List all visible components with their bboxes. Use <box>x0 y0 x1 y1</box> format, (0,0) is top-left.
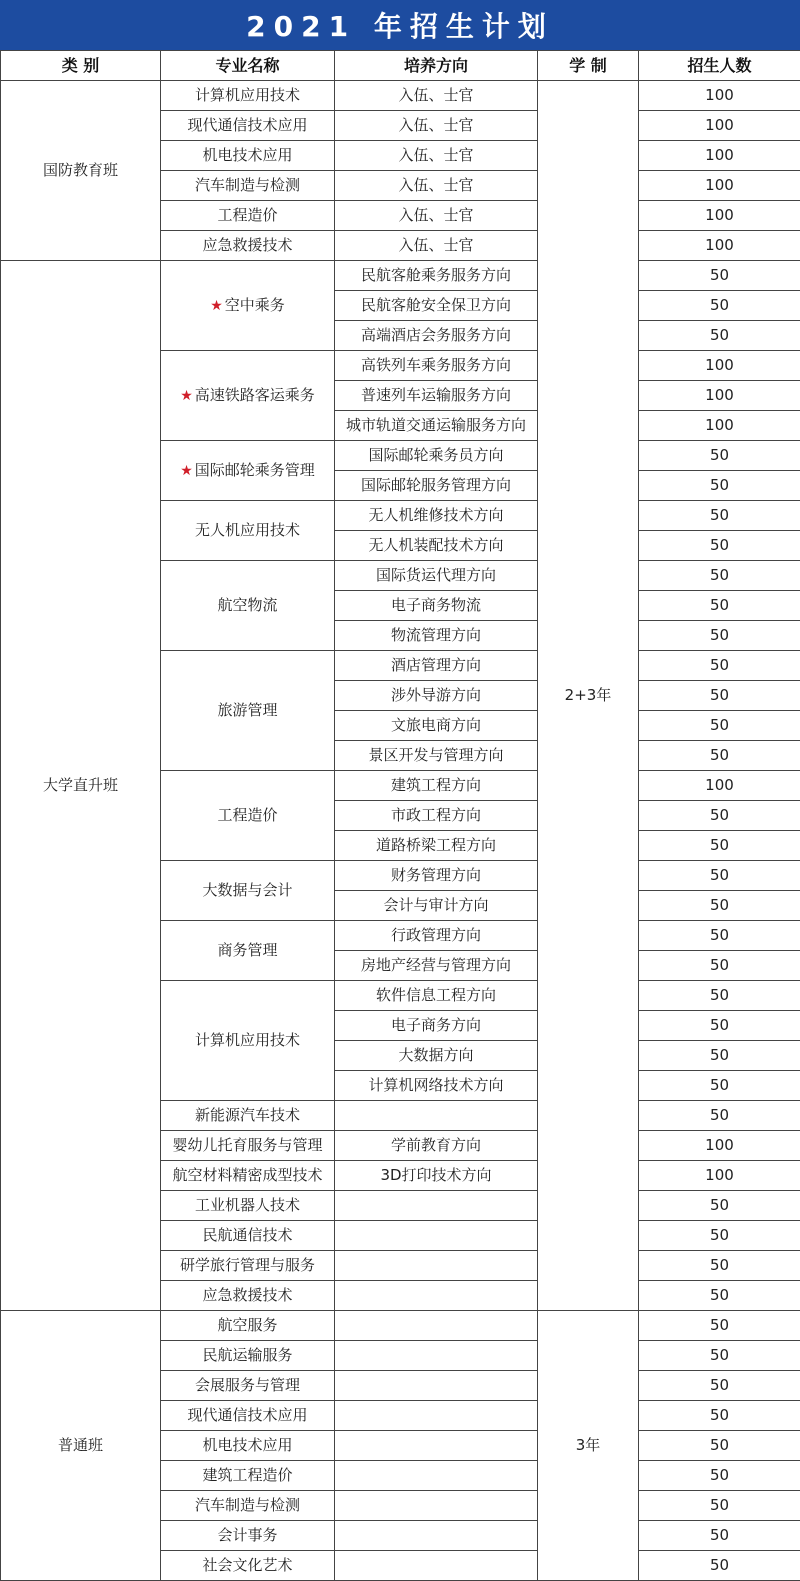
count-cell: 50 <box>639 531 800 561</box>
count-cell: 50 <box>639 1491 800 1521</box>
major-cell <box>161 81 335 111</box>
header-category: 类 别 <box>1 51 161 81</box>
count-cell: 50 <box>639 561 800 591</box>
major-name: 研学旅行管理与服务 <box>180 1256 315 1274</box>
count-cell: 50 <box>639 651 800 681</box>
major-name: 机电技术应用 <box>202 1436 292 1454</box>
direction-cell <box>335 1491 538 1521</box>
direction-cell: 会计与审计方向 <box>335 891 538 921</box>
count-cell: 100 <box>639 1161 800 1191</box>
direction-cell: 景区开发与管理方向 <box>335 741 538 771</box>
direction-cell: 道路桥梁工程方向 <box>335 831 538 861</box>
major-cell <box>161 771 335 861</box>
major-name: 民航运输服务 <box>202 1346 292 1364</box>
major-name: 工业机器人技术 <box>195 1196 300 1214</box>
direction-cell: 无人机装配技术方向 <box>335 531 538 561</box>
direction-cell: 城市轨道交通运输服务方向 <box>335 411 538 441</box>
major-cell <box>161 1281 335 1311</box>
major-name: 商务管理 <box>217 941 277 959</box>
count-cell: 50 <box>639 951 800 981</box>
count-cell: 50 <box>639 261 800 291</box>
table-row <box>1 1311 800 1341</box>
header-direction: 培养方向 <box>335 51 538 81</box>
count-cell: 50 <box>639 711 800 741</box>
direction-cell: 计算机网络技术方向 <box>335 1071 538 1101</box>
direction-cell: 酒店管理方向 <box>335 651 538 681</box>
direction-cell: 入伍、士官 <box>335 171 538 201</box>
count-cell: 50 <box>639 621 800 651</box>
direction-cell: 国际邮轮乘务员方向 <box>335 441 538 471</box>
major-cell <box>161 651 335 771</box>
major-cell <box>161 501 335 561</box>
major-cell <box>161 1551 335 1581</box>
direction-cell: 涉外导游方向 <box>335 681 538 711</box>
major-name: 无人机应用技术 <box>195 521 300 539</box>
table-header-row <box>1 51 800 81</box>
count-cell: 50 <box>639 321 800 351</box>
count-cell: 50 <box>639 1251 800 1281</box>
major-name: 社会文化艺术 <box>202 1556 292 1574</box>
direction-cell: 建筑工程方向 <box>335 771 538 801</box>
major-cell <box>161 351 335 441</box>
major-name: 新能源汽车技术 <box>195 1106 300 1124</box>
count-cell: 50 <box>639 831 800 861</box>
major-name: 航空物流 <box>217 596 277 614</box>
category-cell: 大学直升班 <box>1 261 161 1311</box>
table-body <box>1 81 800 1581</box>
duration-cell: 3年 <box>538 1311 639 1581</box>
major-name: 汽车制造与检测 <box>195 176 300 194</box>
major-cell <box>161 861 335 921</box>
count-cell: 100 <box>639 351 800 381</box>
count-cell: 50 <box>639 801 800 831</box>
table-row <box>1 81 800 111</box>
page-title: 2021 年招生计划 <box>0 0 800 50</box>
major-name: 大数据与会计 <box>202 881 292 899</box>
direction-cell <box>335 1371 538 1401</box>
major-cell <box>161 1191 335 1221</box>
major-name: 应急救援技术 <box>202 1286 292 1304</box>
direction-cell <box>335 1521 538 1551</box>
major-cell <box>161 231 335 261</box>
count-cell: 100 <box>639 1131 800 1161</box>
count-cell: 50 <box>639 591 800 621</box>
major-cell <box>161 1341 335 1371</box>
direction-cell: 软件信息工程方向 <box>335 981 538 1011</box>
count-cell: 50 <box>639 1041 800 1071</box>
major-name: 计算机应用技术 <box>195 86 300 104</box>
direction-cell: 学前教育方向 <box>335 1131 538 1161</box>
major-cell <box>161 1521 335 1551</box>
star-icon: ★ <box>210 298 223 314</box>
major-cell <box>161 981 335 1101</box>
count-cell: 50 <box>639 1071 800 1101</box>
count-cell: 100 <box>639 771 800 801</box>
major-name: 航空服务 <box>217 1316 277 1334</box>
direction-cell <box>335 1191 538 1221</box>
direction-cell <box>335 1281 538 1311</box>
count-cell: 100 <box>639 81 800 111</box>
count-cell: 50 <box>639 1281 800 1311</box>
direction-cell: 高铁列车乘务服务方向 <box>335 351 538 381</box>
count-cell: 50 <box>639 1191 800 1221</box>
direction-cell: 市政工程方向 <box>335 801 538 831</box>
major-cell <box>161 261 335 351</box>
direction-cell: 财务管理方向 <box>335 861 538 891</box>
direction-cell: 房地产经营与管理方向 <box>335 951 538 981</box>
major-name: 工程造价 <box>217 206 277 224</box>
major-name: 会计事务 <box>217 1526 277 1544</box>
count-cell: 50 <box>639 1011 800 1041</box>
major-name: 旅游管理 <box>217 701 277 719</box>
major-cell <box>161 1431 335 1461</box>
major-cell <box>161 141 335 171</box>
major-cell <box>161 921 335 981</box>
major-name: 高速铁路客运乘务 <box>195 386 315 404</box>
major-name: 婴幼儿托育服务与管理 <box>172 1136 322 1154</box>
direction-cell: 电子商务物流 <box>335 591 538 621</box>
direction-cell: 普速列车运输服务方向 <box>335 381 538 411</box>
major-cell <box>161 441 335 501</box>
count-cell: 50 <box>639 861 800 891</box>
direction-cell: 文旅电商方向 <box>335 711 538 741</box>
category-cell: 国防教育班 <box>1 81 161 261</box>
direction-cell: 高端酒店会务服务方向 <box>335 321 538 351</box>
count-cell: 50 <box>639 291 800 321</box>
direction-cell <box>335 1341 538 1371</box>
direction-cell: 物流管理方向 <box>335 621 538 651</box>
count-cell: 50 <box>639 1521 800 1551</box>
count-cell: 50 <box>639 891 800 921</box>
major-name: 国际邮轮乘务管理 <box>195 461 315 479</box>
count-cell: 50 <box>639 741 800 771</box>
direction-cell: 电子商务方向 <box>335 1011 538 1041</box>
category-cell: 普通班 <box>1 1311 161 1581</box>
major-name: 汽车制造与检测 <box>195 1496 300 1514</box>
major-cell <box>161 1311 335 1341</box>
direction-cell: 无人机维修技术方向 <box>335 501 538 531</box>
direction-cell: 3D打印技术方向 <box>335 1161 538 1191</box>
direction-cell <box>335 1431 538 1461</box>
count-cell: 100 <box>639 111 800 141</box>
direction-cell: 入伍、士官 <box>335 141 538 171</box>
count-cell: 50 <box>639 1431 800 1461</box>
count-cell: 100 <box>639 141 800 171</box>
count-cell: 100 <box>639 171 800 201</box>
count-cell: 50 <box>639 1101 800 1131</box>
count-cell: 50 <box>639 1371 800 1401</box>
major-name: 机电技术应用 <box>202 146 292 164</box>
major-cell <box>161 1251 335 1281</box>
star-icon: ★ <box>180 463 193 479</box>
major-cell <box>161 1101 335 1131</box>
count-cell: 50 <box>639 441 800 471</box>
duration-cell: 2+3年 <box>538 81 639 1311</box>
direction-cell: 大数据方向 <box>335 1041 538 1071</box>
direction-cell: 行政管理方向 <box>335 921 538 951</box>
major-cell <box>161 1131 335 1161</box>
count-cell: 50 <box>639 1311 800 1341</box>
count-cell: 100 <box>639 201 800 231</box>
count-cell: 50 <box>639 1221 800 1251</box>
count-cell: 50 <box>639 501 800 531</box>
count-cell: 100 <box>639 231 800 261</box>
direction-cell: 入伍、士官 <box>335 231 538 261</box>
major-cell <box>161 561 335 651</box>
major-cell <box>161 111 335 141</box>
major-name: 会展服务与管理 <box>195 1376 300 1394</box>
direction-cell <box>335 1251 538 1281</box>
count-cell: 50 <box>639 981 800 1011</box>
direction-cell: 国际邮轮服务管理方向 <box>335 471 538 501</box>
count-cell: 50 <box>639 1401 800 1431</box>
major-cell <box>161 1371 335 1401</box>
major-cell <box>161 171 335 201</box>
major-name: 民航通信技术 <box>202 1226 292 1244</box>
count-cell: 100 <box>639 411 800 441</box>
direction-cell <box>335 1101 538 1131</box>
major-name: 现代通信技术应用 <box>187 1406 307 1424</box>
count-cell: 50 <box>639 1341 800 1371</box>
direction-cell: 民航客舱安全保卫方向 <box>335 291 538 321</box>
direction-cell <box>335 1551 538 1581</box>
count-cell: 50 <box>639 921 800 951</box>
direction-cell: 入伍、士官 <box>335 81 538 111</box>
major-name: 航空材料精密成型技术 <box>172 1166 322 1184</box>
major-cell <box>161 1401 335 1431</box>
major-cell <box>161 1491 335 1521</box>
major-cell <box>161 1161 335 1191</box>
count-cell: 100 <box>639 381 800 411</box>
count-cell: 50 <box>639 1551 800 1581</box>
major-name: 现代通信技术应用 <box>187 116 307 134</box>
major-name: 空中乘务 <box>225 296 285 314</box>
direction-cell <box>335 1221 538 1251</box>
major-cell <box>161 1461 335 1491</box>
enrollment-table <box>0 50 800 1581</box>
count-cell: 50 <box>639 1461 800 1491</box>
count-cell: 50 <box>639 471 800 501</box>
direction-cell: 民航客舱乘务服务方向 <box>335 261 538 291</box>
direction-cell: 国际货运代理方向 <box>335 561 538 591</box>
header-count: 招生人数 <box>639 51 800 81</box>
major-name: 建筑工程造价 <box>202 1466 292 1484</box>
star-icon: ★ <box>180 388 193 404</box>
direction-cell <box>335 1461 538 1491</box>
major-cell <box>161 201 335 231</box>
major-cell <box>161 1221 335 1251</box>
direction-cell: 入伍、士官 <box>335 111 538 141</box>
major-name: 应急救援技术 <box>202 236 292 254</box>
table-row <box>1 261 800 291</box>
count-cell: 50 <box>639 681 800 711</box>
direction-cell <box>335 1401 538 1431</box>
header-duration: 学 制 <box>538 51 639 81</box>
direction-cell: 入伍、士官 <box>335 201 538 231</box>
major-name: 工程造价 <box>217 806 277 824</box>
header-major: 专业名称 <box>161 51 335 81</box>
direction-cell <box>335 1311 538 1341</box>
major-name: 计算机应用技术 <box>195 1031 300 1049</box>
